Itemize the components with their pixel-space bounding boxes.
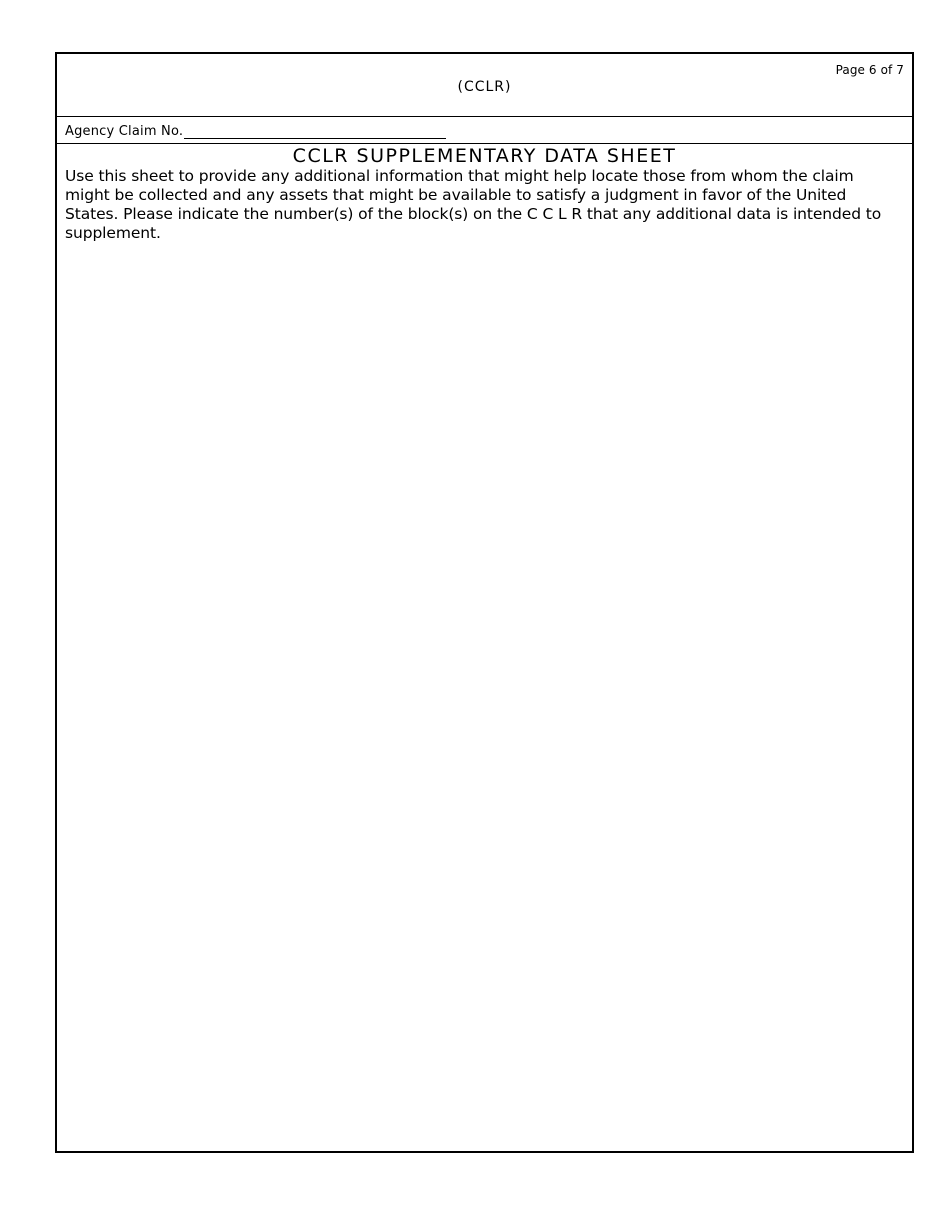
page-number: Page 6 of 7 [835,63,904,77]
agency-claim-field[interactable] [184,123,446,139]
divider [57,143,912,144]
form-code: (CCLR) [457,79,512,95]
sheet-title: CCLR SUPPLEMENTARY DATA SHEET [292,145,677,167]
agency-claim-row [65,123,446,139]
divider [57,116,912,117]
agency-claim-label: Agency Claim No. [65,124,184,139]
form-frame [55,52,914,1153]
supplementary-data-area[interactable] [57,249,912,1151]
instructions-text: Use this sheet to provide any additional information that might help locate those from whom the claim might be collected and any assets that might be available to satisfy a judgment in favor of the United States. Please indicate the number(s) of the block(s) on the C C L R that any additional data is intended to supplement. [65,167,882,242]
